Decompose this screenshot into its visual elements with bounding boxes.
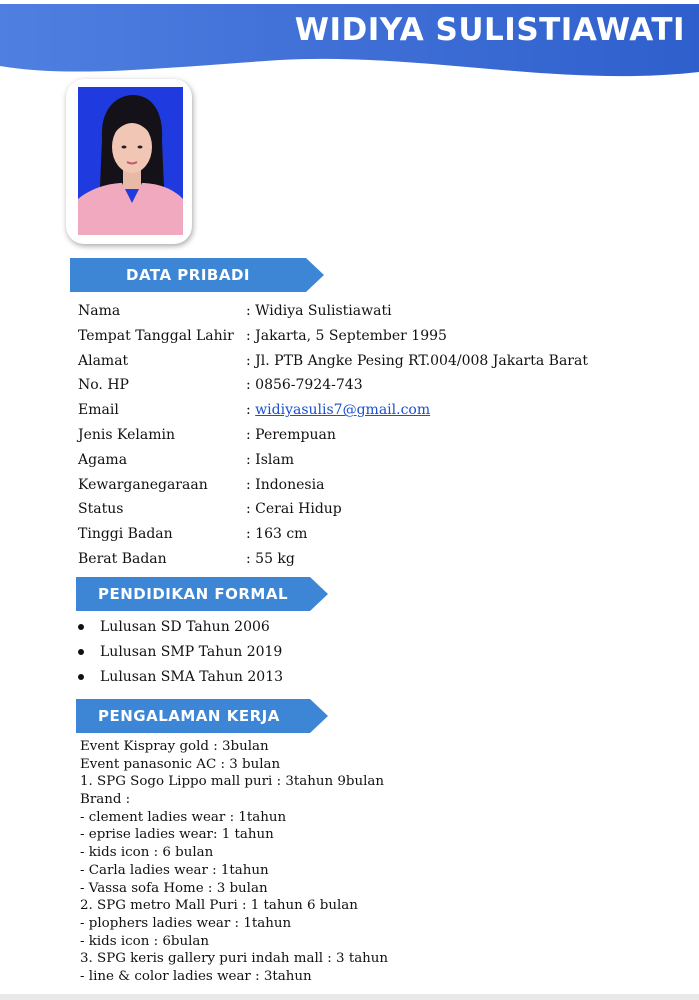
info-label: Agama [78,451,128,468]
experience-line: - eprise ladies wear: 1 tahun [80,827,274,843]
bullet-icon [78,649,84,655]
section-title-personal: DATA PRIBADI [126,266,250,284]
profile-photo-frame [66,79,192,244]
info-value: : Cerai Hidup [246,501,342,518]
experience-line: Event panasonic AC : 3 bulan [80,756,281,772]
profile-photo [78,87,183,235]
experience-line: - kids icon : 6bulan [80,933,209,949]
experience-line: Brand : [80,792,131,808]
info-value: : Jakarta, 5 September 1995 [246,327,447,344]
info-label: Jenis Kelamin [78,426,175,443]
education-text: Lulusan SMP Tahun 2019 [100,644,283,660]
info-value: : Perempuan [246,426,336,443]
info-value: : Islam [246,451,294,468]
experience-line: - line & color ladies wear : 3tahun [80,968,312,984]
section-title-experience: PENGALAMAN KERJA [98,707,280,725]
education-list [78,616,283,691]
info-label: Tinggi Badan [78,526,173,543]
list-item [78,666,283,691]
info-label: Kewarganegaraan [78,476,208,493]
info-value: : Jl. PTB Angke Pesing RT.004/008 Jakarta Barat [246,352,588,369]
section-title-education: PENDIDIKAN FORMAL [98,585,289,603]
info-label: Status [78,501,124,518]
info-value-email [246,402,430,418]
education-text: Lulusan SD Tahun 2006 [100,619,270,635]
experience-line: 2. SPG metro Mall Puri : 1 tahun 6 bulan [80,898,358,914]
list-item [78,616,283,641]
section-banner-experience [76,699,330,733]
info-value: : Widiya Sulistiawati [246,303,392,319]
experience-line: - Vassa sofa Home : 3 bulan [80,880,268,896]
experience-line: 1. SPG Sogo Lippo mall puri : 3tahun 9bulan [80,774,384,790]
section-banner-education [76,577,330,611]
section-banner-personal [70,258,326,292]
experience-line: Event Kispray gold : 3bulan [80,739,269,754]
experience-list [80,738,388,986]
info-label: Tempat Tanggal Lahir [78,327,234,344]
experience-line: - plophers ladies wear : 1tahun [80,915,292,931]
education-text: Lulusan SMA Tahun 2013 [100,669,284,685]
email-prefix: : [246,402,256,419]
info-label: No. HP [78,377,129,394]
info-value: : 163 cm [246,526,308,543]
bullet-icon [78,624,84,630]
experience-line: - clement ladies wear : 1tahun [80,809,287,825]
info-label: Nama [78,303,121,319]
experience-line: - Carla ladies wear : 1tahun [80,862,269,878]
info-value: : 0856-7924-743 [246,377,363,394]
list-item [78,641,283,666]
bullet-icon [78,674,84,680]
info-value: : 55 kg [246,550,295,567]
info-label: Email [78,402,119,419]
info-label: Berat Badan [78,550,167,567]
email-link[interactable]: widiyasulis7@gmail.com [255,402,431,419]
info-label: Alamat [78,352,129,369]
experience-line: 3. SPG keris gallery puri indah mall : 3 tahun [80,951,389,967]
info-value: : Indonesia [246,476,325,493]
experience-line: - kids icon : 6 bulan [80,845,214,861]
resume-name-title: WIDIYA SULISTIAWATI [294,12,685,48]
